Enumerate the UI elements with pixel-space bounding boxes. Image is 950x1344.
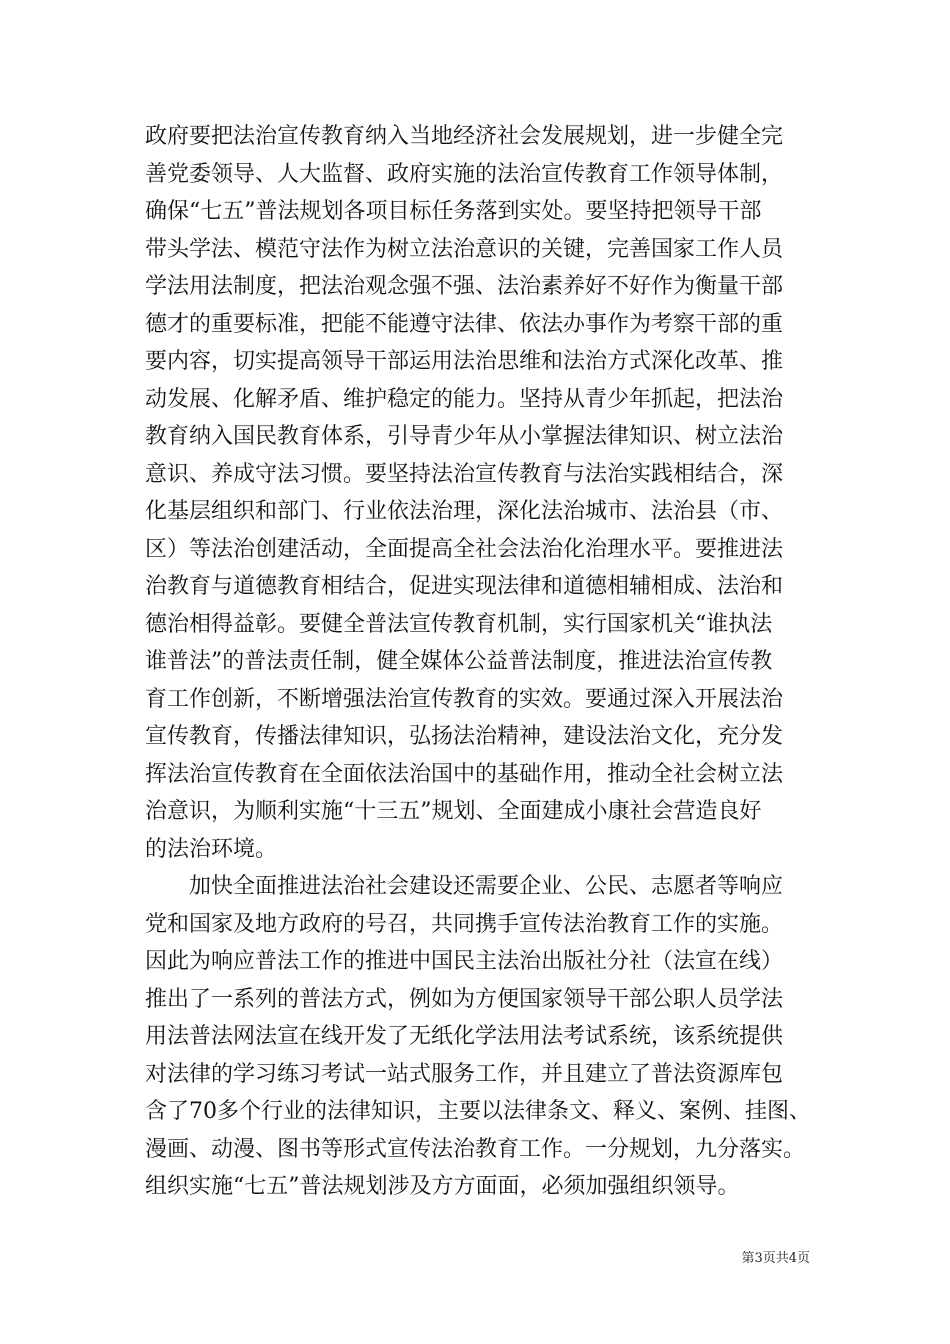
paragraph-line: 对法律的学习练习考试一站式服务工作，并且建立了普法资源库包 — [145, 1061, 784, 1087]
paragraph-line: 推出了一系列的普法方式，例如为方便国家领导干部公职人员学法 — [145, 986, 784, 1012]
paragraph-line: 确保“七五”普法规划各项目标任务落到实处。要坚持把领导干部 — [145, 199, 762, 224]
paragraph-line: 育工作创新，不断增强法治宣传教育的实效。要通过深入开展法治 — [145, 686, 784, 712]
paragraph-line: 德才的重要标准，把能不能遵守法律、依法办事作为考察干部的重 — [145, 311, 784, 337]
paragraph-line: 动发展、化解矛盾、维护稳定的能力。坚持从青少年抓起，把法治 — [145, 386, 784, 412]
paragraph-line: 治教育与道德教育相结合，促进实现法律和道德相辅相成、法治和 — [145, 574, 784, 599]
paragraph-2 — [145, 868, 835, 1206]
paragraph-line: 因此为响应普法工作的推进中国民主法治出版社分社（法宣在线） — [145, 949, 784, 974]
paragraph-line: 带头学法、模范守法作为树立法治意识的关键，完善国家工作人员 — [145, 236, 784, 262]
paragraph-line: 化基层组织和部门、行业依法治理，深化法治城市、法治县（市、 — [145, 499, 784, 524]
paragraph-line: 党和国家及地方政府的号召，共同携手宣传法治教育工作的实施。 — [145, 911, 784, 937]
paragraph-line: 谁普法”的普法责任制，健全媒体公益普法制度，推进法治宣传教 — [145, 649, 773, 674]
paragraph-line: 学法用法制度，把法治观念强不强、法治素养好不好作为衡量干部 — [145, 274, 784, 299]
page-number: 第3页共4页 — [741, 1251, 810, 1266]
paragraph-line: 加快全面推进法治社会建设还需要企业、公民、志愿者等响应 — [145, 874, 784, 899]
paragraph-line: 政府要把法治宣传教育纳入当地经济社会发展规划，进一步健全完 — [145, 124, 784, 149]
paragraph-line: 用法普法网法宣在线开发了无纸化学法用法考试系统，该系统提供 — [145, 1024, 784, 1049]
paragraph-line: 意识、养成守法习惯。要坚持法治宣传教育与法治实践相结合，深 — [145, 461, 784, 487]
paragraph-line: 组织实施“七五”普法规划涉及方方面面，必须加强组织领导。 — [145, 1174, 740, 1199]
paragraph-line: 漫画、动漫、图书等形式宣传法治教育工作。一分规划，九分落实。 — [145, 1136, 806, 1162]
paragraph-line: 区）等法治创建活动，全面提高全社会法治化治理水平。要推进法 — [145, 536, 784, 562]
paragraph-1 — [145, 118, 835, 868]
paragraph-line: 德治相得益彰。要健全普法宣传教育机制，实行国家机关“谁执法 — [145, 611, 773, 637]
paragraph-line: 宣传教育，传播法律知识，弘扬法治精神，建设法治文化，充分发 — [145, 724, 784, 749]
paragraph-line: 的法治环境。 — [145, 836, 278, 862]
paragraph-line: 治意识，为顺利实施“十三五”规划、全面建成小康社会营造良好 — [145, 799, 762, 824]
paragraph-line: 含了70多个行业的法律知识，主要以法律条文、释义、案例、挂图、 — [145, 1099, 811, 1124]
paragraph-line: 教育纳入国民教育体系，引导青少年从小掌握法律知识、树立法治 — [145, 424, 784, 449]
paragraph-line: 善党委领导、人大监督、政府实施的法治宣传教育工作领导体制， — [145, 161, 784, 187]
paragraph-line: 要内容，切实提高领导干部运用法治思维和法治方式深化改革、推 — [145, 349, 784, 374]
paragraph-line: 挥法治宣传教育在全面依法治国中的基础作用，推动全社会树立法 — [145, 761, 784, 787]
